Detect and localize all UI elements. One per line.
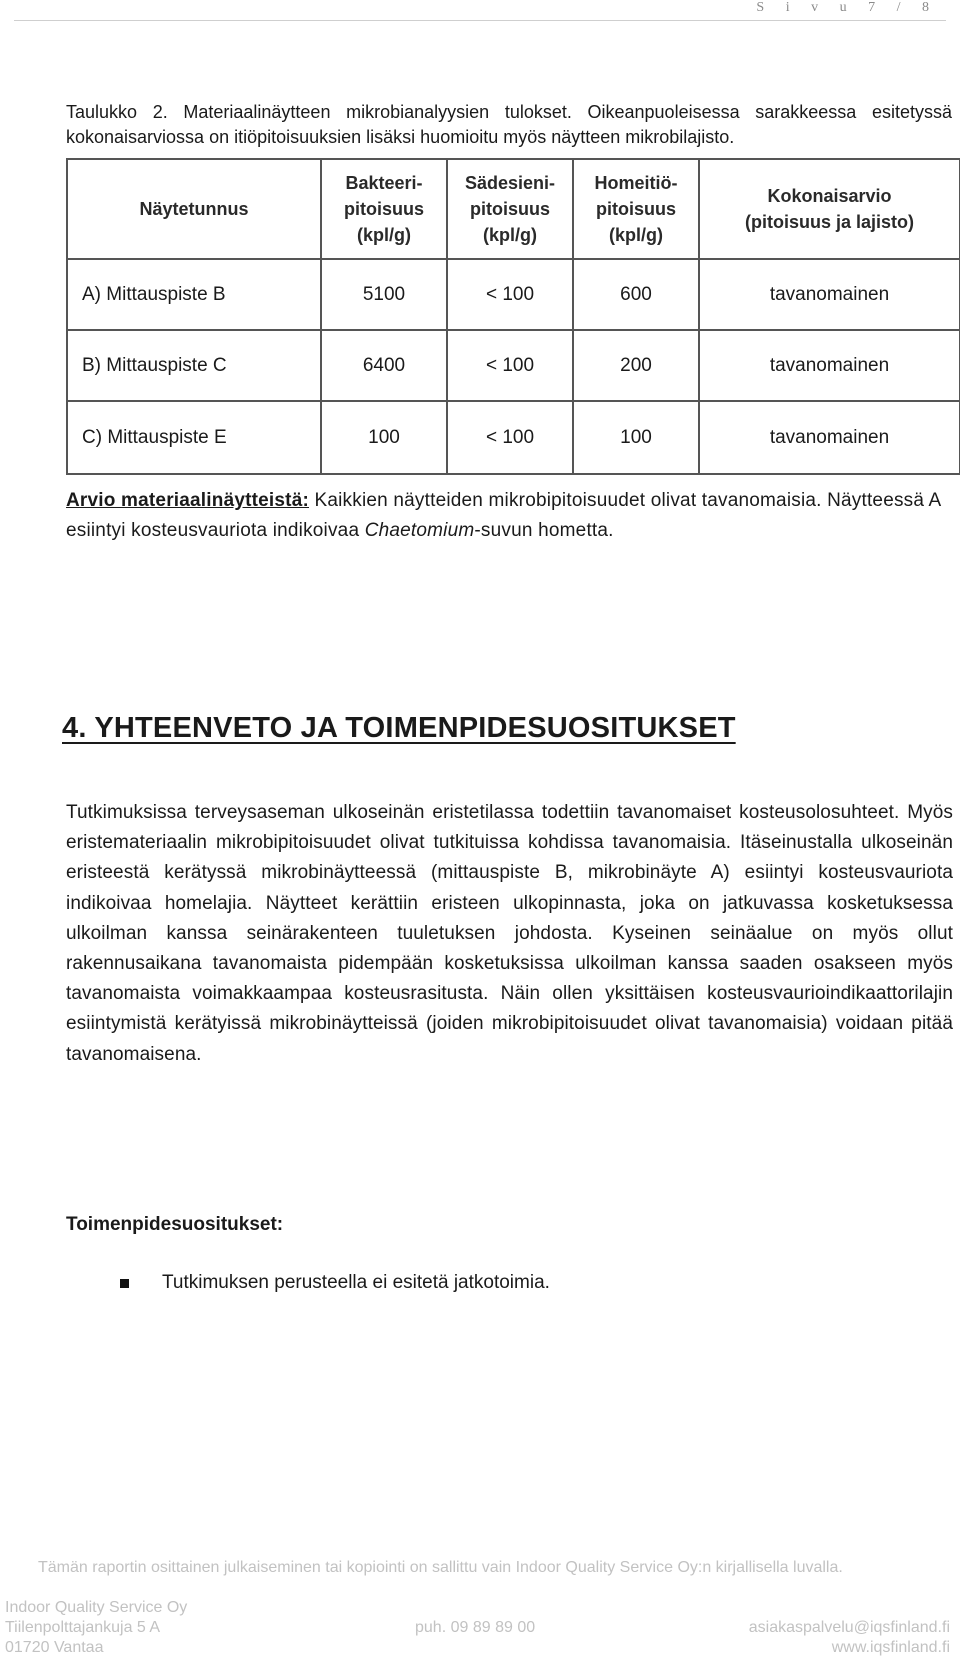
header-bacteria: Bakteeri- pitoisuus (kpl/g) — [321, 159, 447, 259]
page-number: S i v u 7 / 8 — [756, 0, 938, 15]
table-caption: Taulukko 2. Materiaalinäytteen mikrobianalyysien tulokset. Oikeanpuoleisessa sarakkeessa esitetyssä kokonaisarviossa on itiöpitoisuuksien lisäksi huomioitu myös näytteen mikrobilajisto. — [66, 102, 952, 147]
results-table — [66, 158, 960, 475]
header-rule — [14, 20, 946, 21]
list-item — [120, 1272, 550, 1294]
header-sample-id: Näytetunnus — [67, 159, 321, 259]
cell-assessment: tavanomainen — [699, 401, 960, 474]
footer-street: Tiilenpolttajankuja 5 A — [5, 1619, 161, 1636]
genus-name: Chaetomium — [364, 520, 475, 541]
header-actinomycetes: Sädesieni- pitoisuus (kpl/g) — [447, 159, 573, 259]
cell-sample-id: B) Mittauspiste C — [67, 330, 321, 401]
footer-company: Indoor Quality Service Oy — [5, 1599, 188, 1616]
recommendation-text: Tutkimuksen perusteella ei esitetä jatkotoimia. — [162, 1272, 550, 1293]
table-row — [67, 330, 960, 401]
cell-bacteria: 5100 — [321, 259, 447, 330]
cell-mold-spores: 600 — [573, 259, 699, 330]
assessment-label: Arvio materiaalinäytteistä: — [66, 490, 309, 511]
cell-mold-spores: 100 — [573, 401, 699, 474]
cell-sample-id: C) Mittauspiste E — [67, 401, 321, 474]
cell-actinomycetes: < 100 — [447, 259, 573, 330]
cell-bacteria: 100 — [321, 401, 447, 474]
page-footer — [5, 1598, 950, 1658]
cell-bacteria: 6400 — [321, 330, 447, 401]
cell-assessment: tavanomainen — [699, 330, 960, 401]
assessment-text: Kaikkien näytteiden mikrobipitoisuudet olivat tavanomaisia. Näytteessä A esiintyi kosteusvauriota indikoivaa — [66, 490, 941, 541]
square-bullet-icon — [120, 1279, 129, 1288]
footer-web: www.iqsfinland.fi — [831, 1639, 950, 1656]
summary-paragraph: Tutkimuksissa terveysaseman ulkoseinän eristetilassa todettiin tavanomaiset kosteusolosuhteet. Myös eristemateriaalin mikrobipitoisuudet olivat tutkituissa kohdissa tavanomaisia. Itäseinustalla ulkoseinän eristeestä kerätyssä mikrobinäytteessä (mittauspiste B, mikrobinäyte A) esiintyi kosteusvauriota indikoivaa homelajia. Näytteet kerättiin eristeen ulkopinnasta, joka on jatkuvassa kosketuksessa ulkoilman kanssa seinärakenteen tuuletuksen johdosta. Kyseinen seinäalue on myös ollut rakennusaikana tavanomaista pidempään kosketuksissa ulkoilman kanssa saaden osakseen myös tavanomaista voimakkaampaa kosteusrasitusta. Näin ollen yksittäisen kosteusvaurioindikaattorilajin esiintymistä kerätyissä mikrobinäytteissä (joiden mikrobipitoisuudet olivat tavanomaisia) voidaan pitää tavanomaisena. — [66, 802, 953, 1065]
table-row — [67, 259, 960, 330]
table-header-row — [67, 159, 960, 259]
sample-assessment — [66, 486, 956, 546]
footer-postal: 01720 Vantaa — [5, 1639, 104, 1656]
cell-sample-id: A) Mittauspiste B — [67, 259, 321, 330]
section-heading: 4. YHTEENVETO JA TOIMENPIDESUOSITUKSET — [62, 712, 736, 744]
cell-assessment: tavanomainen — [699, 259, 960, 330]
header-overall-assessment: Kokonaisarvio (pitoisuus ja lajisto) — [699, 159, 960, 259]
footer-phone: puh. 09 89 89 00 — [415, 1619, 536, 1636]
cell-actinomycetes: < 100 — [447, 330, 573, 401]
footer-copyright-note: Tämän raportin osittainen julkaiseminen tai kopiointi on sallittu vain Indoor Quality Service Oy:n kirjallisella luvalla. — [38, 1559, 843, 1576]
recommendations-heading: Toimenpidesuositukset: — [66, 1214, 284, 1235]
cell-actinomycetes: < 100 — [447, 401, 573, 474]
table-row — [67, 401, 960, 474]
header-mold-spores: Homeitiö- pitoisuus (kpl/g) — [573, 159, 699, 259]
cell-mold-spores: 200 — [573, 330, 699, 401]
assessment-text-end: -suvun hometta. — [474, 520, 614, 541]
footer-email: asiakaspalvelu@iqsfinland.fi — [748, 1619, 950, 1636]
